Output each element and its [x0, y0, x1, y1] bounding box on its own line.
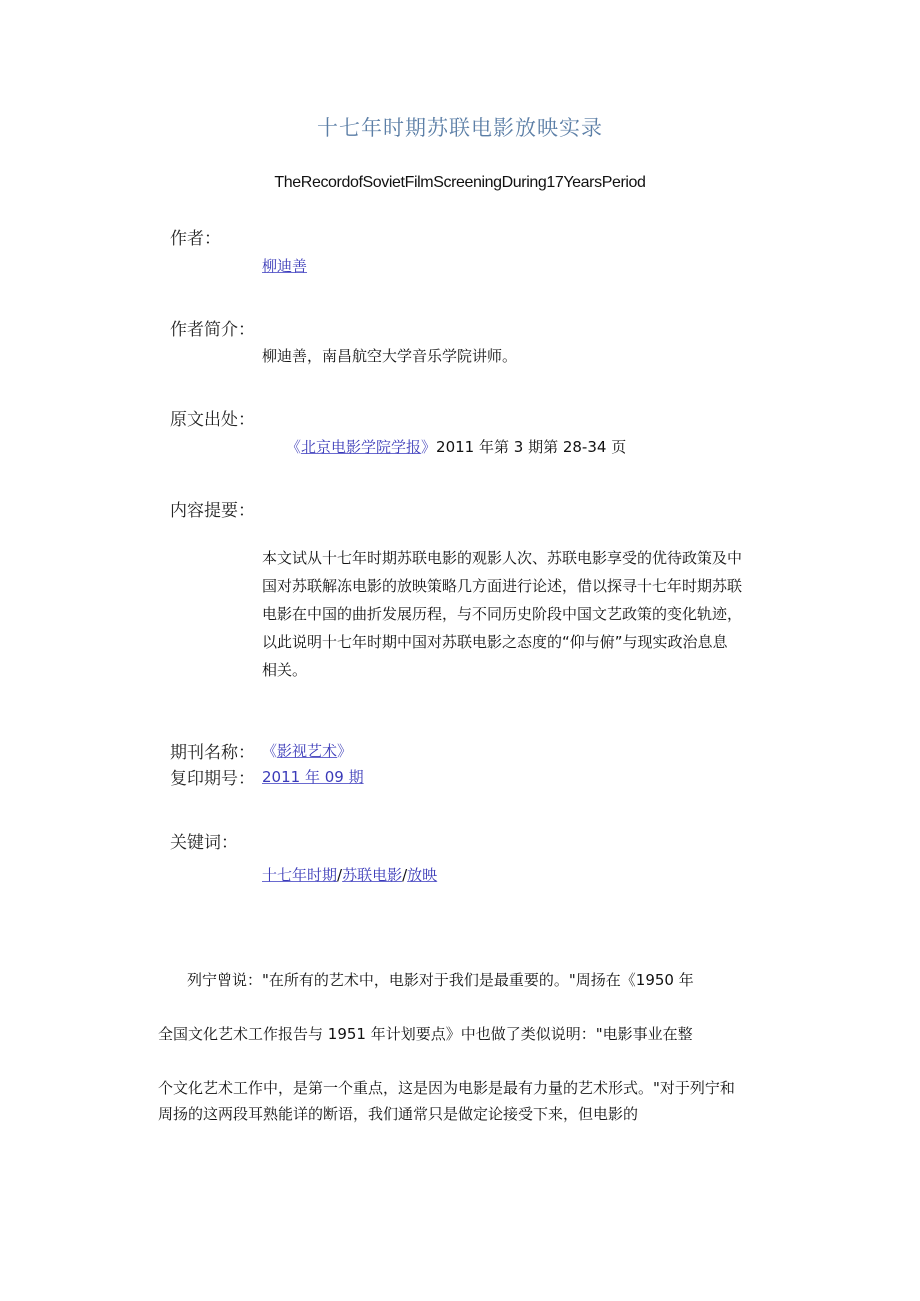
periodical-name — [262, 740, 352, 761]
keyword-separator: / — [337, 866, 343, 884]
abstract-line: 电影在中国的曲折发展历程，与不同历史阶段中国文艺政策的变化轨迹， — [262, 605, 743, 623]
body-paragraph-line: 列宁曾说："在所有的艺术中，电影对于我们是最重要的。"周扬在《1950 年 — [187, 971, 694, 989]
keyword-link[interactable]: 放映 — [407, 866, 438, 884]
source-close-quote: 》 — [421, 438, 437, 456]
body-paragraph-line: 全国文化艺术工作报告与 1951 年计划要点》中也做了类似说明："电影事业在整 — [158, 1025, 693, 1043]
body-paragraph-line: 周扬的这两段耳熟能详的断语，我们通常只是做定论接受下来，但电影的 — [158, 1105, 639, 1123]
title-chinese: 十七年时期苏联电影放映实录 — [317, 116, 603, 140]
keywords-label: 关键词： — [170, 833, 238, 853]
source-journal-link[interactable]: 北京电影学院学报 — [301, 438, 422, 456]
abstract-text — [262, 544, 762, 684]
periodical-open-quote: 《 — [262, 742, 278, 760]
source-detail: 2011 年第 3 期第 28-34 页 — [436, 438, 627, 456]
abstract-label: 内容提要： — [170, 501, 255, 521]
periodical-name-link[interactable]: 影视艺术 — [277, 742, 338, 760]
abstract-line: 以此说明十七年时期中国对苏联电影之态度的“仰与俯”与现实政治息息 — [262, 633, 728, 651]
reprint-issue-link[interactable]: 2011 年 09 期 — [262, 768, 364, 786]
author-bio-text: 柳迪善，南昌航空大学音乐学院讲师。 — [262, 347, 518, 365]
abstract-line: 本文试从十七年时期苏联电影的观影人次、苏联电影享受的优待政策及中 — [262, 549, 743, 567]
reprint-issue-label: 复印期号： — [170, 769, 255, 789]
source-label: 原文出处： — [170, 410, 255, 430]
title-english: TheRecordofSovietFilmScreeningDuring17YearsPeriod — [274, 174, 646, 191]
author-bio-label: 作者简介： — [170, 320, 255, 340]
abstract-line: 相关。 — [262, 661, 308, 679]
source-citation — [286, 436, 626, 457]
keyword-link[interactable]: 十七年时期 — [262, 866, 338, 884]
source-open-quote: 《 — [286, 438, 302, 456]
author-label: 作者： — [170, 229, 221, 249]
periodical-close-quote: 》 — [337, 742, 353, 760]
keywords-list — [262, 864, 437, 885]
author-name-link[interactable]: 柳迪善 — [262, 257, 308, 275]
keyword-link[interactable]: 苏联电影 — [342, 866, 403, 884]
body-paragraph-line: 个文化艺术工作中，是第一个重点，这是因为电影是最有力量的艺术形式。"对于列宁和 — [158, 1079, 735, 1097]
keyword-separator: / — [402, 866, 408, 884]
abstract-line: 国对苏联解冻电影的放映策略几方面进行论述，借以探寻十七年时期苏联 — [262, 577, 743, 595]
periodical-label: 期刊名称： — [170, 743, 255, 763]
